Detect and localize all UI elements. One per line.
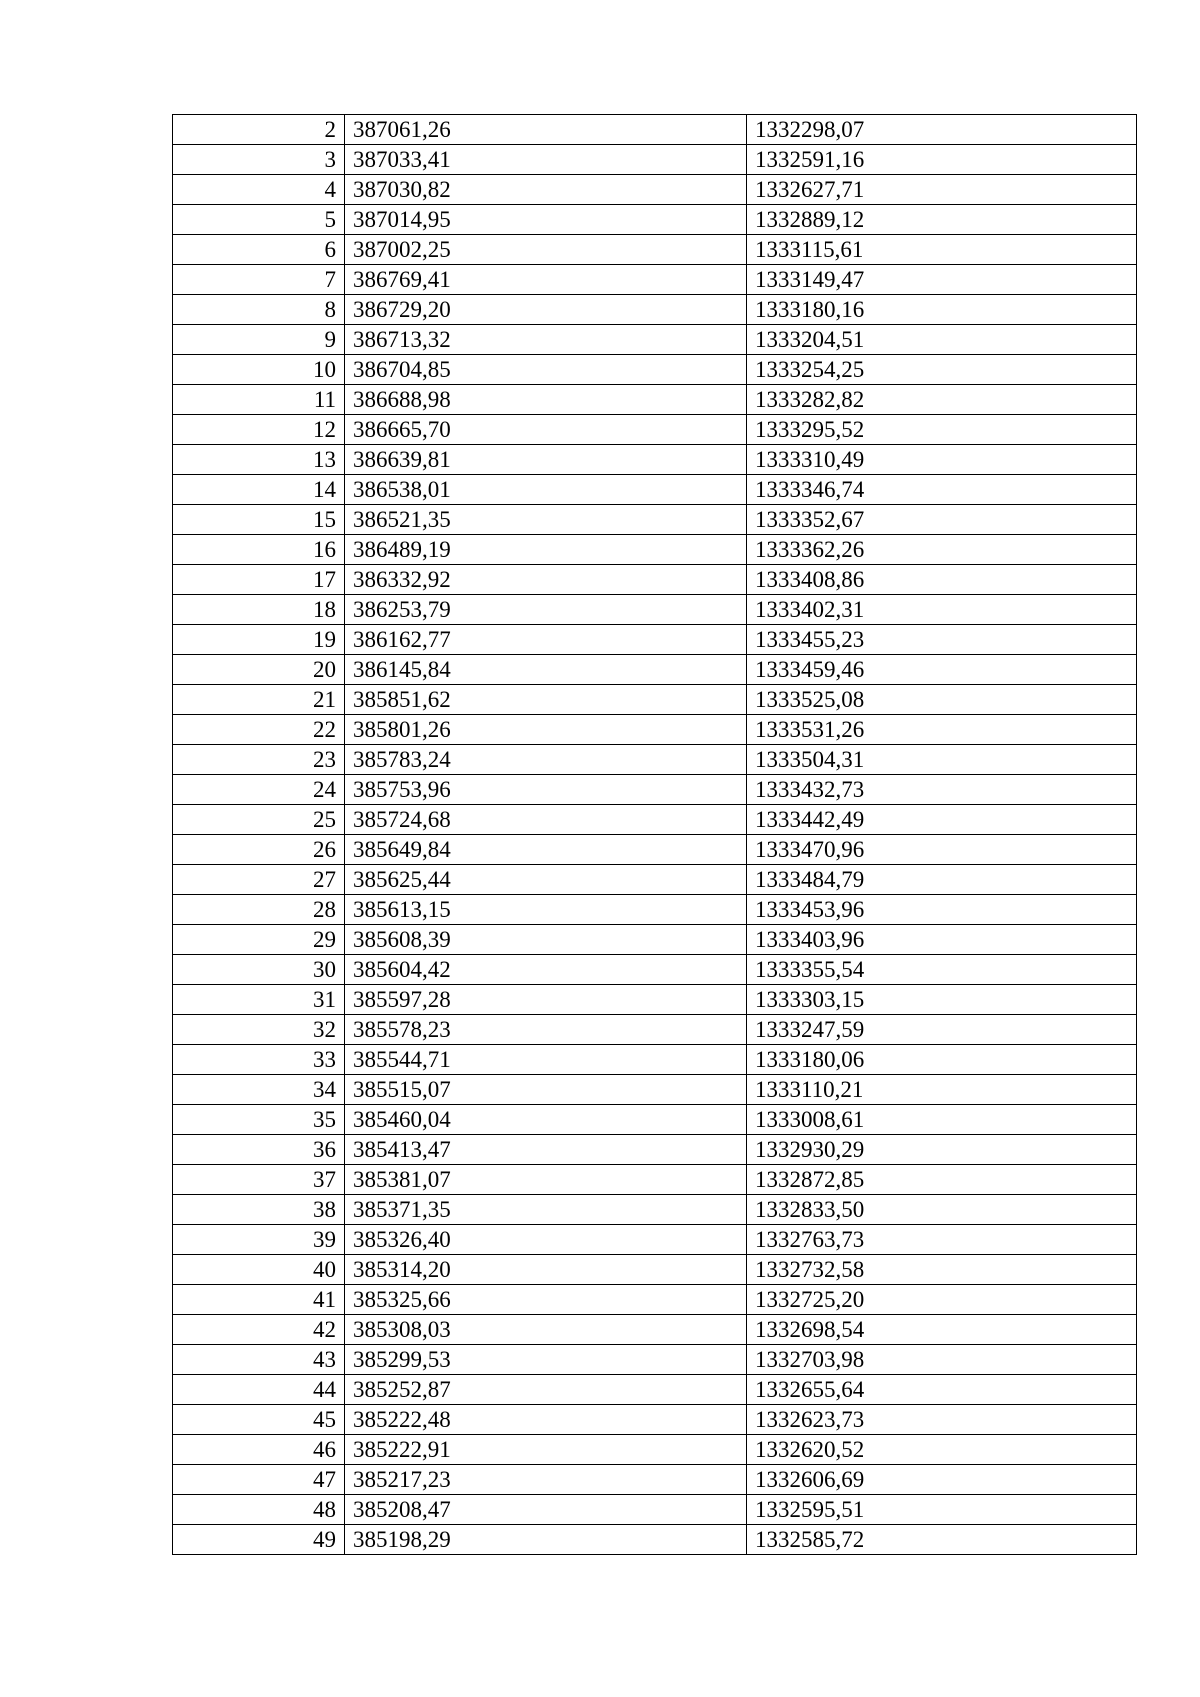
x-coordinate-cell: 385851,62	[345, 685, 747, 715]
point-number-cell: 26	[173, 835, 345, 865]
table-row	[173, 535, 1137, 565]
x-coordinate-cell: 385724,68	[345, 805, 747, 835]
y-coordinate-cell: 1333531,26	[747, 715, 1137, 745]
y-coordinate-cell: 1332833,50	[747, 1195, 1137, 1225]
point-number-cell: 40	[173, 1255, 345, 1285]
x-coordinate-cell: 386521,35	[345, 505, 747, 535]
table-row	[173, 325, 1137, 355]
point-number-cell: 11	[173, 385, 345, 415]
y-coordinate-cell: 1333180,16	[747, 295, 1137, 325]
y-coordinate-cell: 1333204,51	[747, 325, 1137, 355]
point-number-cell: 17	[173, 565, 345, 595]
point-number-cell: 16	[173, 535, 345, 565]
y-coordinate-cell: 1333453,96	[747, 895, 1137, 925]
y-coordinate-cell: 1333432,73	[747, 775, 1137, 805]
x-coordinate-cell: 386332,92	[345, 565, 747, 595]
x-coordinate-cell: 386729,20	[345, 295, 747, 325]
y-coordinate-cell: 1333484,79	[747, 865, 1137, 895]
x-coordinate-cell: 385604,42	[345, 955, 747, 985]
table-row	[173, 1075, 1137, 1105]
y-coordinate-cell: 1333362,26	[747, 535, 1137, 565]
table-row	[173, 115, 1137, 145]
table-row	[173, 1285, 1137, 1315]
point-number-cell: 7	[173, 265, 345, 295]
point-number-cell: 45	[173, 1405, 345, 1435]
y-coordinate-cell: 1333110,21	[747, 1075, 1137, 1105]
table-row	[173, 625, 1137, 655]
y-coordinate-cell: 1332591,16	[747, 145, 1137, 175]
point-number-cell: 34	[173, 1075, 345, 1105]
x-coordinate-cell: 385783,24	[345, 745, 747, 775]
x-coordinate-cell: 385597,28	[345, 985, 747, 1015]
point-number-cell: 48	[173, 1495, 345, 1525]
x-coordinate-cell: 386489,19	[345, 535, 747, 565]
point-number-cell: 22	[173, 715, 345, 745]
point-number-cell: 24	[173, 775, 345, 805]
x-coordinate-cell: 385299,53	[345, 1345, 747, 1375]
point-number-cell: 28	[173, 895, 345, 925]
table-row	[173, 925, 1137, 955]
table-row	[173, 205, 1137, 235]
x-coordinate-cell: 386713,32	[345, 325, 747, 355]
table-row	[173, 505, 1137, 535]
point-number-cell: 38	[173, 1195, 345, 1225]
point-number-cell: 23	[173, 745, 345, 775]
table-row	[173, 1195, 1137, 1225]
x-coordinate-cell: 385649,84	[345, 835, 747, 865]
point-number-cell: 33	[173, 1045, 345, 1075]
table-row	[173, 1405, 1137, 1435]
table-row	[173, 1465, 1137, 1495]
y-coordinate-cell: 1333254,25	[747, 355, 1137, 385]
x-coordinate-cell: 386538,01	[345, 475, 747, 505]
y-coordinate-cell: 1332627,71	[747, 175, 1137, 205]
table-row	[173, 1255, 1137, 1285]
y-coordinate-cell: 1333247,59	[747, 1015, 1137, 1045]
point-number-cell: 31	[173, 985, 345, 1015]
point-number-cell: 8	[173, 295, 345, 325]
point-number-cell: 15	[173, 505, 345, 535]
table-row	[173, 1435, 1137, 1465]
y-coordinate-cell: 1333180,06	[747, 1045, 1137, 1075]
y-coordinate-cell: 1333504,31	[747, 745, 1137, 775]
y-coordinate-cell: 1332732,58	[747, 1255, 1137, 1285]
point-number-cell: 29	[173, 925, 345, 955]
point-number-cell: 4	[173, 175, 345, 205]
x-coordinate-cell: 387033,41	[345, 145, 747, 175]
y-coordinate-cell: 1333442,49	[747, 805, 1137, 835]
table-row	[173, 805, 1137, 835]
x-coordinate-cell: 385222,91	[345, 1435, 747, 1465]
point-number-cell: 19	[173, 625, 345, 655]
y-coordinate-cell: 1332763,73	[747, 1225, 1137, 1255]
x-coordinate-cell: 385460,04	[345, 1105, 747, 1135]
x-coordinate-cell: 386665,70	[345, 415, 747, 445]
x-coordinate-cell: 385381,07	[345, 1165, 747, 1195]
y-coordinate-cell: 1332620,52	[747, 1435, 1137, 1465]
y-coordinate-cell: 1333346,74	[747, 475, 1137, 505]
y-coordinate-cell: 1333352,67	[747, 505, 1137, 535]
x-coordinate-cell: 385252,87	[345, 1375, 747, 1405]
x-coordinate-cell: 387061,26	[345, 115, 747, 145]
x-coordinate-cell: 387002,25	[345, 235, 747, 265]
y-coordinate-cell: 1333459,46	[747, 655, 1137, 685]
x-coordinate-cell: 386145,84	[345, 655, 747, 685]
table-row	[173, 385, 1137, 415]
x-coordinate-cell: 385515,07	[345, 1075, 747, 1105]
x-coordinate-cell: 385208,47	[345, 1495, 747, 1525]
table-row	[173, 745, 1137, 775]
y-coordinate-cell: 1332606,69	[747, 1465, 1137, 1495]
table-row	[173, 1345, 1137, 1375]
x-coordinate-cell: 385222,48	[345, 1405, 747, 1435]
point-number-cell: 36	[173, 1135, 345, 1165]
point-number-cell: 27	[173, 865, 345, 895]
y-coordinate-cell: 1332725,20	[747, 1285, 1137, 1315]
y-coordinate-cell: 1333403,96	[747, 925, 1137, 955]
table-row	[173, 445, 1137, 475]
point-number-cell: 37	[173, 1165, 345, 1195]
table-row	[173, 685, 1137, 715]
x-coordinate-cell: 386253,79	[345, 595, 747, 625]
table-row	[173, 1315, 1137, 1345]
table-row	[173, 655, 1137, 685]
x-coordinate-cell: 386639,81	[345, 445, 747, 475]
table-row	[173, 835, 1137, 865]
table-row	[173, 235, 1137, 265]
y-coordinate-cell: 1333310,49	[747, 445, 1137, 475]
y-coordinate-cell: 1333303,15	[747, 985, 1137, 1015]
x-coordinate-cell: 385753,96	[345, 775, 747, 805]
table-row	[173, 865, 1137, 895]
table-row	[173, 715, 1137, 745]
table-row	[173, 1045, 1137, 1075]
point-number-cell: 32	[173, 1015, 345, 1045]
table-row	[173, 895, 1137, 925]
x-coordinate-cell: 385608,39	[345, 925, 747, 955]
x-coordinate-cell: 387014,95	[345, 205, 747, 235]
point-number-cell: 10	[173, 355, 345, 385]
x-coordinate-cell: 385198,29	[345, 1525, 747, 1555]
point-number-cell: 25	[173, 805, 345, 835]
x-coordinate-cell: 385801,26	[345, 715, 747, 745]
y-coordinate-cell: 1332872,85	[747, 1165, 1137, 1195]
table-row	[173, 295, 1137, 325]
table-row	[173, 955, 1137, 985]
x-coordinate-cell: 386769,41	[345, 265, 747, 295]
table-row	[173, 1165, 1137, 1195]
point-number-cell: 20	[173, 655, 345, 685]
table-row	[173, 565, 1137, 595]
x-coordinate-cell: 385371,35	[345, 1195, 747, 1225]
point-number-cell: 21	[173, 685, 345, 715]
x-coordinate-cell: 385578,23	[345, 1015, 747, 1045]
point-number-cell: 41	[173, 1285, 345, 1315]
table-row	[173, 145, 1137, 175]
point-number-cell: 47	[173, 1465, 345, 1495]
point-number-cell: 46	[173, 1435, 345, 1465]
x-coordinate-cell: 385325,66	[345, 1285, 747, 1315]
y-coordinate-cell: 1332595,51	[747, 1495, 1137, 1525]
table-row	[173, 415, 1137, 445]
x-coordinate-cell: 386688,98	[345, 385, 747, 415]
x-coordinate-cell: 386704,85	[345, 355, 747, 385]
point-number-cell: 14	[173, 475, 345, 505]
point-number-cell: 18	[173, 595, 345, 625]
table-row	[173, 1105, 1137, 1135]
table-row	[173, 1495, 1137, 1525]
y-coordinate-cell: 1333408,86	[747, 565, 1137, 595]
y-coordinate-cell: 1333295,52	[747, 415, 1137, 445]
table-row	[173, 1015, 1137, 1045]
table-row	[173, 265, 1137, 295]
y-coordinate-cell: 1333470,96	[747, 835, 1137, 865]
point-number-cell: 12	[173, 415, 345, 445]
y-coordinate-cell: 1333355,54	[747, 955, 1137, 985]
y-coordinate-cell: 1332930,29	[747, 1135, 1137, 1165]
table-row	[173, 595, 1137, 625]
coordinates-table-body	[173, 115, 1137, 1555]
x-coordinate-cell: 385326,40	[345, 1225, 747, 1255]
coordinates-table	[172, 114, 1137, 1555]
table-row	[173, 1135, 1137, 1165]
x-coordinate-cell: 385613,15	[345, 895, 747, 925]
table-row	[173, 775, 1137, 805]
x-coordinate-cell: 385217,23	[345, 1465, 747, 1495]
table-row	[173, 1225, 1137, 1255]
table-row	[173, 985, 1137, 1015]
point-number-cell: 39	[173, 1225, 345, 1255]
point-number-cell: 13	[173, 445, 345, 475]
x-coordinate-cell: 385314,20	[345, 1255, 747, 1285]
point-number-cell: 44	[173, 1375, 345, 1405]
y-coordinate-cell: 1332889,12	[747, 205, 1137, 235]
y-coordinate-cell: 1333455,23	[747, 625, 1137, 655]
table-row	[173, 355, 1137, 385]
point-number-cell: 49	[173, 1525, 345, 1555]
y-coordinate-cell: 1332703,98	[747, 1345, 1137, 1375]
y-coordinate-cell: 1333008,61	[747, 1105, 1137, 1135]
point-number-cell: 9	[173, 325, 345, 355]
x-coordinate-cell: 385625,44	[345, 865, 747, 895]
point-number-cell: 5	[173, 205, 345, 235]
x-coordinate-cell: 385413,47	[345, 1135, 747, 1165]
y-coordinate-cell: 1333149,47	[747, 265, 1137, 295]
y-coordinate-cell: 1333115,61	[747, 235, 1137, 265]
table-row	[173, 1375, 1137, 1405]
point-number-cell: 3	[173, 145, 345, 175]
point-number-cell: 30	[173, 955, 345, 985]
x-coordinate-cell: 385308,03	[345, 1315, 747, 1345]
point-number-cell: 35	[173, 1105, 345, 1135]
y-coordinate-cell: 1332585,72	[747, 1525, 1137, 1555]
y-coordinate-cell: 1333402,31	[747, 595, 1137, 625]
table-row	[173, 1525, 1137, 1555]
point-number-cell: 43	[173, 1345, 345, 1375]
table-row	[173, 475, 1137, 505]
y-coordinate-cell: 1333525,08	[747, 685, 1137, 715]
point-number-cell: 6	[173, 235, 345, 265]
x-coordinate-cell: 386162,77	[345, 625, 747, 655]
table-row	[173, 175, 1137, 205]
y-coordinate-cell: 1332698,54	[747, 1315, 1137, 1345]
y-coordinate-cell: 1332298,07	[747, 115, 1137, 145]
y-coordinate-cell: 1333282,82	[747, 385, 1137, 415]
x-coordinate-cell: 387030,82	[345, 175, 747, 205]
x-coordinate-cell: 385544,71	[345, 1045, 747, 1075]
point-number-cell: 2	[173, 115, 345, 145]
point-number-cell: 42	[173, 1315, 345, 1345]
y-coordinate-cell: 1332623,73	[747, 1405, 1137, 1435]
y-coordinate-cell: 1332655,64	[747, 1375, 1137, 1405]
